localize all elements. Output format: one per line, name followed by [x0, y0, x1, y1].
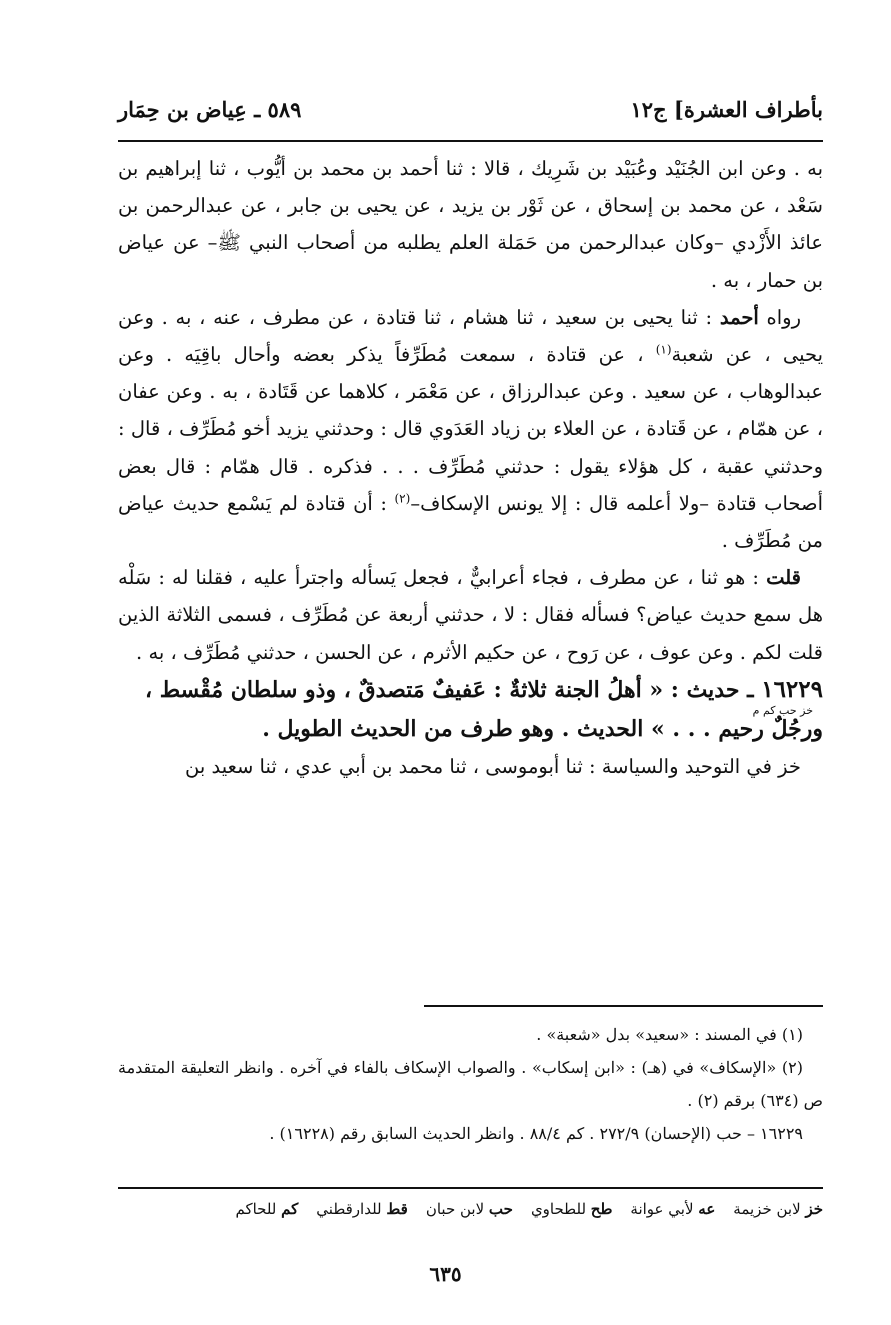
header-chapter-title: ٥٨٩ ـ عِياض بن حِمَار: [118, 97, 302, 122]
abbr-item: طح للطحاوي: [530, 1200, 613, 1218]
footnotes-divider: [424, 1005, 823, 1007]
hadith-source-codes: خز حب كم م: [752, 703, 813, 717]
p2-lead: رواه: [758, 305, 801, 329]
legend-divider: [118, 1187, 823, 1189]
p2-text-b: ، عن قتادة ، سمعت مُطَرِّفاً يذكر بعضه وأحال باقِيَه . وعن عبدالوهاب ، عن سعيد . وعن عبدالرزاق ، عن مَعْمَر ، كلاهما عن قَتَادة ، به . وعن عفان ، عن همّام ، عن قَتادة ، عن العلاء بن زياد العَدَوي قال : وحدثني يزيد أخو مُطَرِّف ، قال : وحدثني عقبة ، كل هؤلاء يقول : حدثني مُطَرِّف . . . فذكره . قال همّام : قال بعض أصحاب قتادة –ولا أعلمه قال : إلا يونس الإسكاف–: [118, 343, 823, 515]
footnote-2: (٢) «الإسكاف» في (هـ) : «ابن إسكاب» . والصواب الإسكاف بالفاء في آخره . وانظر التعليقة المتقدمة ص (٦٣٤) برقم (٢) .: [118, 1058, 823, 1110]
abbreviation-legend: [118, 1200, 823, 1218]
hadith-text-2: ورجُلٌ رحيم . . . » الحديث . وهو طرف من الحديث الطويل .: [262, 715, 823, 742]
main-text: [118, 150, 823, 785]
hadith-number: ١٦٢٢٩: [761, 675, 823, 703]
header-divider: [118, 140, 823, 142]
abbr-item: حب لابن حبان: [425, 1200, 513, 1218]
paragraph-3: [118, 559, 823, 671]
abbr-item: عه لأبي عوانة: [630, 1200, 716, 1218]
footnote-ref-1: (١): [655, 342, 672, 357]
abbr-item: كم للحاكم: [235, 1200, 299, 1218]
paragraph-5: خز في التوحيد والسياسة : ثنا أبوموسى ، ثنا محمد بن أبي عدي ، ثنا سعيد بن: [185, 754, 801, 778]
abbr-item: قط للدارقطني: [316, 1200, 408, 1218]
header-book-title: بأطراف العشرة] ج١٢: [630, 97, 823, 122]
p2-text-a: : ثنا يحيى بن سعيد ، ثنا هشام ، ثنا قتادة ، عن مطرف ، عنه ، به . وعن يحيى ، عن شعبة: [118, 305, 824, 367]
footnotes: [118, 1018, 823, 1150]
footnote-3: ١٦٢٢٩ – حب (الإحسان) ٢٧٢/٩ . كم ٨٨/٤ . وانظر الحديث السابق رقم (١٦٢٢٨) .: [269, 1124, 803, 1143]
hadith-label: ـ حديث :: [663, 676, 762, 703]
footnote-ref-2: (٢): [394, 491, 411, 506]
paragraph-2: [118, 299, 823, 559]
p3-bold-lead: قلت: [766, 566, 801, 590]
page-number: ٦٣٥: [429, 1262, 462, 1286]
p3-text: : هو ثنا ، عن مطرف ، فجاء أعرابيٌّ ، فجعل يَسأله واجترأ عليه ، فقلنا له : سَلْه هل سمع حديث عياض؟ فسأله فقال : لا ، حدثني أربعة عن مُطَرِّف ، فسمى الثلاثة الذين قلت لكم . وعن عوف ، عن رَوح ، عن حكيم الأثرم ، عن الحسن ، حدثني مُطَرِّف ، به .: [118, 566, 823, 664]
p2-text-c: : أن قتادة لم يَسْمع حديث عياض من مُطَرِّف .: [118, 491, 823, 553]
paragraph-1: به . وعن ابن الجُنَيْد وعُبَيْد بن شَرِيك ، قالا : ثنا أحمد بن محمد بن أيُّوب ، ثنا إبراهيم بن سَعْد ، عن محمد بن إسحاق ، عن ثَوْر بن يزيد ، عن يحيى بن جابر ، عن عبدالرحمن بن عائذ الأَزْدي –وكان عبدالرحمن من حَمَلة العلم يطلبه من أصحاب النبي ﷺ– عن عياض بن حمار ، به .: [118, 157, 823, 292]
hadith-text-1: « أهلُ الجنة ثلاثةٌ : عَفيفٌ مَتصدقٌ ، وذو سلطان مُقْسط ،: [144, 676, 664, 703]
abbr-item: خز لابن خزيمة: [733, 1200, 823, 1218]
hadith-entry: [118, 671, 823, 748]
footnote-1: (١) في المسند : «سعيد» بدل «شعبة» .: [536, 1025, 803, 1044]
p2-bold-source: أحمد: [719, 305, 759, 329]
running-header: [118, 82, 823, 122]
